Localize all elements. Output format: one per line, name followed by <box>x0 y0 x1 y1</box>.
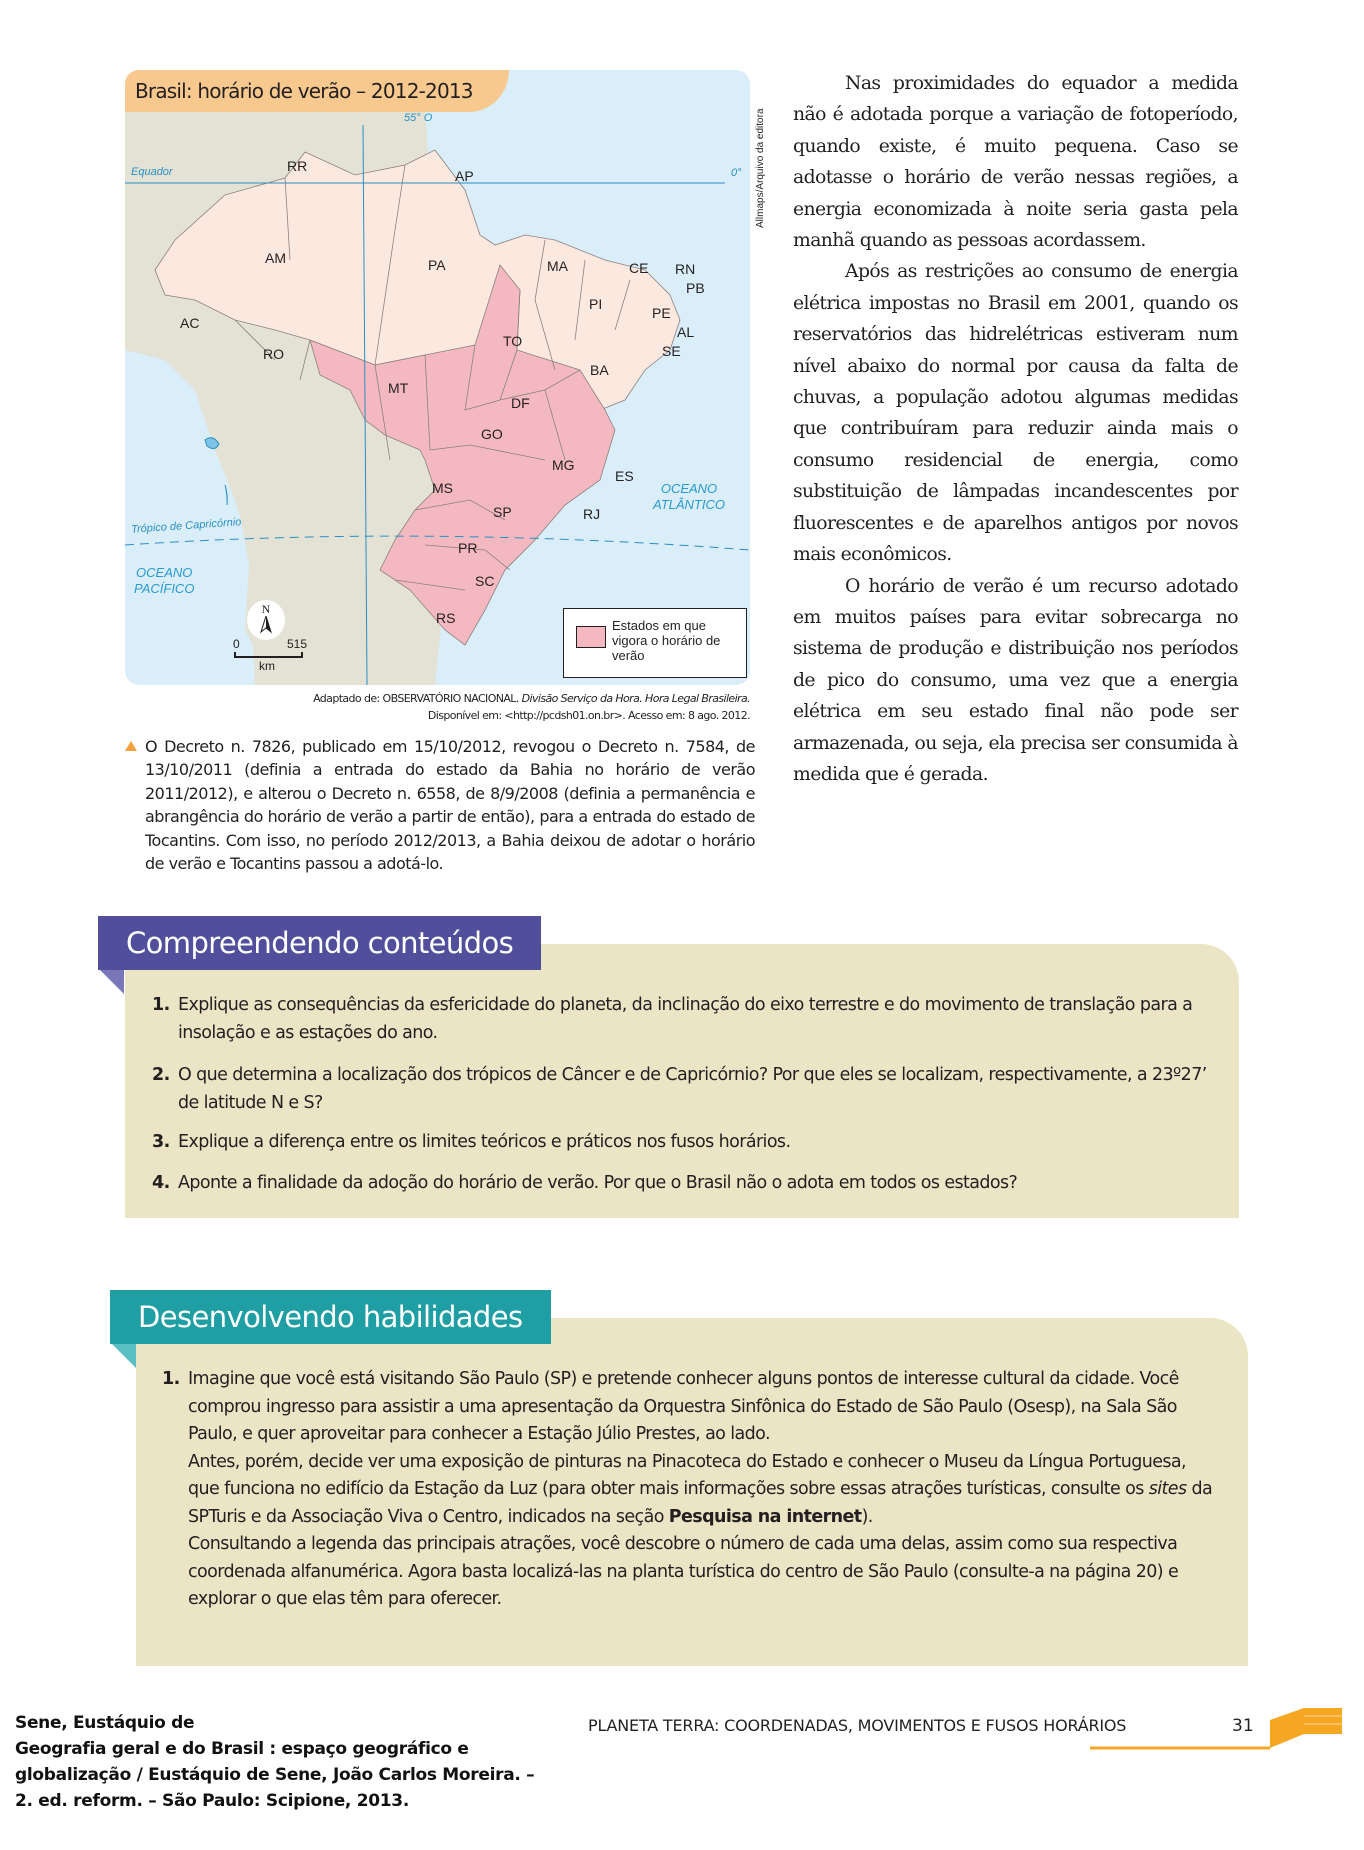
state-label: TO <box>503 333 523 349</box>
state-label: AM <box>265 250 286 266</box>
page-corner-tab-icon <box>1090 1700 1364 1752</box>
state-label: RS <box>436 610 456 626</box>
map-credit: Allmaps/Arquivo da editora <box>755 108 766 228</box>
book-citation: Sene, Eustáquio de Geografia geral e do Brasil : espaço geográfico e globalização / Eustáquio de Sene, João Carlos Moreira. – 2. ed. reform. – São Paulo: Scipione, 2013. <box>15 1713 535 1811</box>
tab-fold <box>98 968 124 994</box>
question-item: 2. O que determina a localização dos trópicos de Câncer e de Capricórnio? Por que eles se localizam, respectivamente, a 23º27’ de latitude N e S? <box>152 1065 1207 1113</box>
question-item: 1. Imagine que você está visitando São Paulo (SP) e pretende conhecer alguns pontos de interesse cultural da cidade. Você comprou ingresso para assistir a uma apresentação da Orquestra Sinfônica do Estado de São Paulo (Osesp), na Sala São Paulo, e quer aproveitar para conhecer a Estação Júlio Prestes, ao lado. Antes, porém, decide ver uma exposição de pinturas na Pinacoteca do Estado e conhecer o Museu da Língua Portuguesa, que funciona no edifício da Estação da Luz (para obter mais informações sobre essas atrações turísticas, consulte os sites da SPTuris e da Associação Viva o Centro, indicados na seção Pesquisa na internet). Consultando a legenda das principais atrações, você descobre o número de cada uma delas, assim como sua respectiva coordenada alfanumérica. Agora basta localizá-las na planta turística do centro de São Paulo (consulte-a na página 20) e explorar o que elas têm para oferecer. <box>162 1369 1213 1609</box>
legend-label: Estados em que vigora o horário de verão <box>612 618 721 663</box>
state-label: SP <box>493 504 512 520</box>
map-graphic <box>125 70 750 685</box>
equator-label: Equador <box>131 166 173 178</box>
pacific-ocean-label: OCEANO PACÍFICO <box>134 565 195 596</box>
state-label: DF <box>511 395 530 411</box>
state-label: SC <box>475 573 495 589</box>
equator-degree-label: 0° <box>731 167 742 179</box>
state-label: AL <box>677 324 695 340</box>
triangle-bullet-icon <box>125 741 137 751</box>
state-label: RR <box>287 158 308 174</box>
brazil-dst-map <box>125 70 750 685</box>
state-label: PE <box>652 305 671 321</box>
tropic-label: Trópico de Capricórnio <box>130 516 242 536</box>
north-arrow-icon: N <box>247 600 285 640</box>
question-item: 4. Aponte a finalidade da adoção do horário de verão. Por que o Brasil não o adota em todos os estados? <box>152 1173 1018 1193</box>
question-item: 1. Explique as consequências da esfericidade do planeta, da inclinação do eixo terrestre e do movimento de translação para a insolação e as estações do ano. <box>152 995 1193 1043</box>
state-label: PA <box>428 257 446 273</box>
desenvolvendo-title: Desenvolvendo habilidades <box>110 1290 551 1344</box>
state-label: RJ <box>583 506 601 522</box>
running-title: PLANETA TERRA: COORDENADAS, MOVIMENTOS E FUSOS HORÁRIOS <box>588 1716 1127 1735</box>
atlantic-ocean-label: OCEANO ATLÂNTICO <box>653 481 725 512</box>
state-label: MS <box>432 480 453 496</box>
state-label: ES <box>615 468 634 484</box>
state-label: RO <box>263 346 284 362</box>
paragraph: Após as restrições ao consumo de energia elétrica impostas no Brasil em 2001, quando os reservatórios das hidrelétricas estiveram num nível abaixo do normal por causa da falta de chuvas, a população adotou algumas medidas que contribuíram para reduzir ainda mais o consumo residencial de energia, como substituição de lâmpadas incandescentes por fluorescentes e de aparelhos antigos por novos mais econômicos. <box>793 261 1238 566</box>
scale-unit: km <box>259 659 275 673</box>
map-legend <box>563 608 747 678</box>
question-item: 3. Explique a diferença entre os limites teóricos e práticos nos fusos horários. <box>152 1132 791 1152</box>
state-label: MG <box>552 457 575 473</box>
tab-fold <box>110 1342 136 1368</box>
map-title: Brasil: horário de verão – 2012-2013 <box>125 70 509 112</box>
state-label: BA <box>590 362 609 378</box>
compreendendo-title: Compreendendo conteúdos <box>98 916 541 970</box>
legend-swatch <box>576 626 606 648</box>
state-label: AP <box>455 168 474 184</box>
state-label: AC <box>180 315 200 331</box>
scale-end: 515 <box>287 637 308 651</box>
state-label: PR <box>458 540 478 556</box>
paragraph: Nas proximidades do equador a medida não é adotada porque a variação de fotoperíodo, quando existe, é muito pequena. Caso se adotasse o horário de verão nessas regiões, a energia economizada à noite seria gasta pela manhã quando as pessoas acordassem. <box>793 73 1238 252</box>
state-label: SE <box>662 343 681 359</box>
page-number: 31 <box>1232 1716 1254 1736</box>
state-label: PI <box>589 296 603 312</box>
scale-start: 0 <box>233 637 240 651</box>
map-source: Adaptado de: OBSERVATÓRIO NACIONAL. Divisão Serviço da Hora. Hora Legal Brasileira. Disponível em: <http://pcdsh01.on.br>. Acesso em: 8 ago. 2012. <box>313 692 750 722</box>
meridian-label: 55° O <box>404 112 433 124</box>
state-label: MA <box>547 258 568 274</box>
state-label: MT <box>388 380 409 396</box>
paragraph: O horário de verão é um recurso adotado em muitos países para evitar sobrecarga no sistema de produção e distribuição nos períodos de pico do consumo, uma vez que a energia elétrica em seu estado final não pode ser armazenada, ou seja, ela precisa ser consumida à medida que é gerada. <box>793 575 1238 785</box>
state-label: CE <box>629 260 649 276</box>
state-label: PB <box>686 280 705 296</box>
state-label: RN <box>675 261 696 277</box>
map-caption: O Decreto n. 7826, publicado em 15/10/2012, revogou o Decreto n. 7584, de 13/10/2011 (definia a entrada do estado da Bahia no horário de verão 2011/2012), e alterou o Decreto n. 6558, de 8/9/2008 (definia a permanência e abrangência do horário de verão a partir de então), para a entrada do estado de Tocantins. Com isso, no período 2012/2013, a Bahia deixou de adotar o horário de verão e Tocantins passou a adotá-lo. <box>125 735 755 875</box>
state-label: GO <box>481 426 503 442</box>
body-text <box>793 68 1238 790</box>
